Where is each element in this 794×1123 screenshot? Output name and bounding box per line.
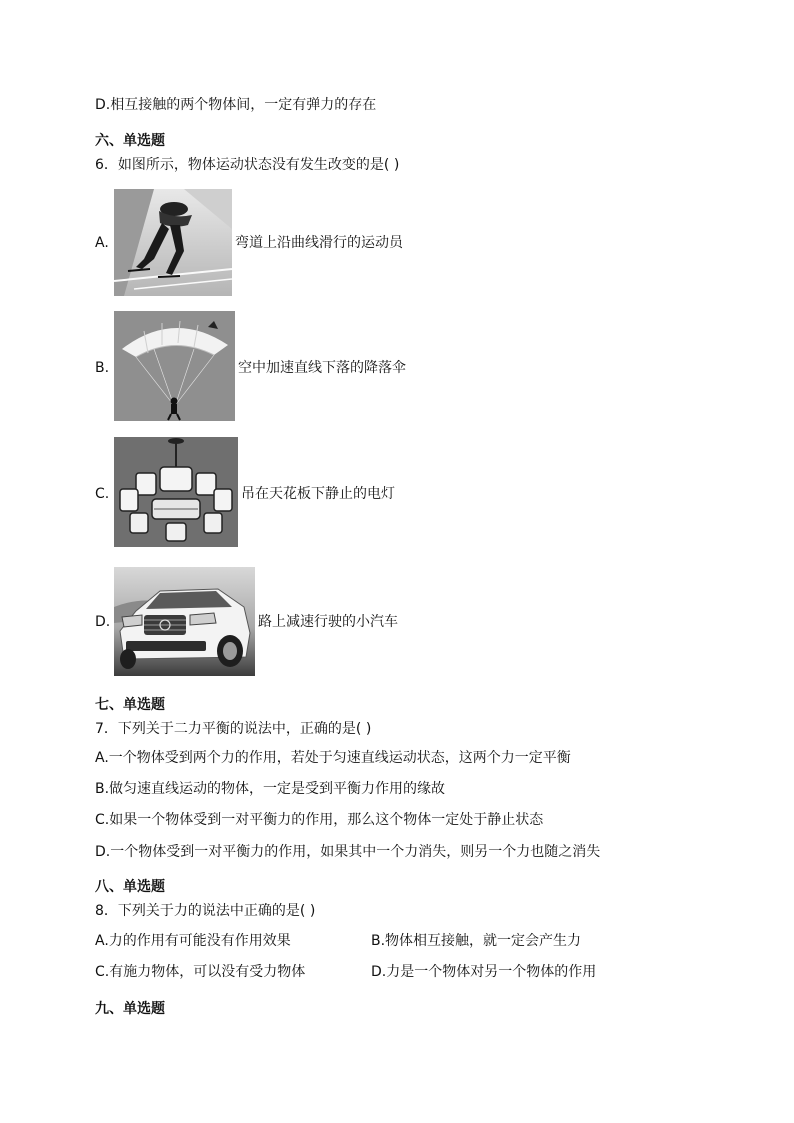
section-6-heading: 六、单选题 — [95, 133, 165, 149]
q8-option-a: A.力的作用有可能没有作用效果 — [95, 933, 291, 949]
q7-option-a: A.一个物体受到两个力的作用，若处于匀速直线运动状态，这两个力一定平衡 — [95, 750, 571, 766]
q8-option-c: C.有施力物体，可以没有受力物体 — [95, 964, 306, 980]
q7-option-b: B.做匀速直线运动的物体，一定是受到平衡力作用的缘故 — [95, 781, 446, 797]
q6-option-b-letter: B. — [95, 360, 110, 376]
q6-option-a-text: 弯道上沿曲线滑行的运动员 — [235, 235, 403, 251]
q6-option-c-text: 吊在天花板下静止的电灯 — [241, 486, 395, 502]
q7-option-d: D.一个物体受到一对平衡力的作用，如果其中一个力消失，则另一个力也随之消失 — [95, 844, 601, 860]
speed-skater-image — [114, 189, 232, 296]
q5-option-d: D.相互接触的两个物体间，一定有弹力的存在 — [95, 97, 377, 113]
parachute-image — [114, 311, 235, 421]
q6-option-b-text: 空中加速直线下落的降落伞 — [238, 360, 406, 376]
q6-option-c-letter: C. — [95, 486, 110, 502]
question-8-stem: 8．下列关于力的说法中正确的是( ) — [95, 903, 316, 919]
section-7-heading: 七、单选题 — [95, 697, 165, 713]
section-8-heading: 八、单选题 — [95, 879, 165, 895]
q8-option-d: D.力是一个物体对另一个物体的作用 — [371, 964, 597, 980]
section-9-heading: 九、单选题 — [95, 1001, 165, 1017]
car-image — [114, 567, 255, 676]
q6-option-a-letter: A. — [95, 235, 109, 251]
chandelier-image — [114, 437, 238, 547]
q7-option-c: C.如果一个物体受到一对平衡力的作用，那么这个物体一定处于静止状态 — [95, 812, 544, 828]
q8-option-b: B.物体相互接触，就一定会产生力 — [371, 933, 582, 949]
q6-option-d-letter: D. — [95, 614, 111, 630]
q6-option-d-text: 路上减速行驶的小汽车 — [258, 614, 398, 630]
question-7-stem: 7．下列关于二力平衡的说法中，正确的是( ) — [95, 721, 372, 737]
question-6-stem: 6．如图所示，物体运动状态没有发生改变的是( ) — [95, 157, 400, 173]
